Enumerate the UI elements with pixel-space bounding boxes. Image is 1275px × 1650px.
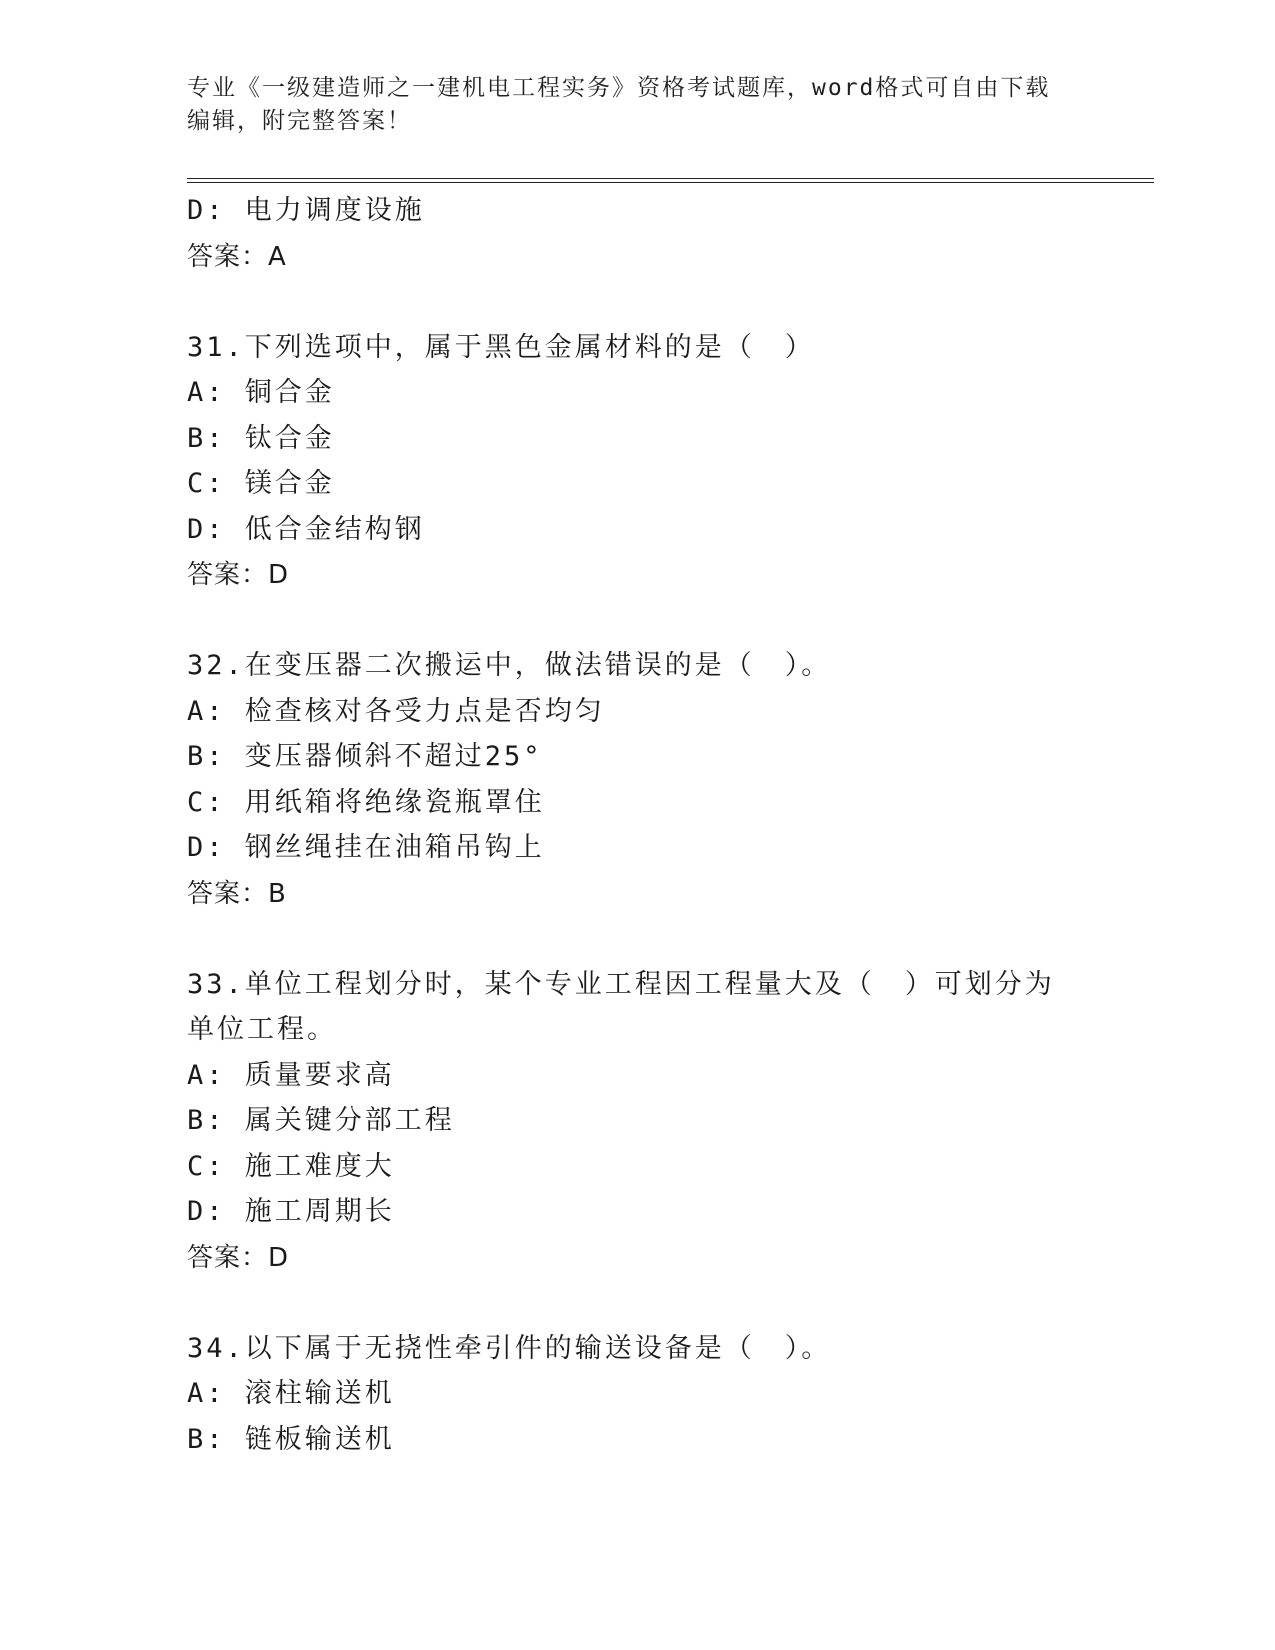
question-stem: 33.单位工程划分时，某个专业工程因工程量大及（ ）可划分为单位工程。 xyxy=(187,968,1055,1045)
question-stem: 34.以下属于无挠性牵引件的输送设备是（ ）。 xyxy=(187,1332,832,1364)
option-a: A: 检查核对各受力点是否均匀 xyxy=(187,695,605,727)
option-d: D: 施工周期长 xyxy=(187,1196,395,1227)
answer: 答案：B xyxy=(187,878,287,909)
question-34 xyxy=(187,1326,1087,1463)
previous-answer: 答案：A xyxy=(187,241,287,272)
option-c: C: 用纸箱将绝缘瓷瓶罩住 xyxy=(187,786,545,818)
option-b: B: 变压器倾斜不超过25° xyxy=(187,741,543,772)
option-a: A: 铜合金 xyxy=(187,377,335,408)
option-c: C: 施工难度大 xyxy=(187,1150,395,1182)
question-stem: 31.下列选项中，属于黑色金属材料的是（ ） xyxy=(187,331,815,363)
option-d: D: 钢丝绳挂在油箱吊钩上 xyxy=(187,832,545,863)
header-divider xyxy=(187,178,1154,183)
previous-option-d: D: 电力调度设施 xyxy=(187,195,425,226)
option-a: A: 滚柱输送机 xyxy=(187,1378,395,1409)
answer: 答案：D xyxy=(187,560,290,590)
option-a: A: 质量要求高 xyxy=(187,1059,395,1091)
question-stem: 32.在变压器二次搬运中，做法错误的是（ ）。 xyxy=(187,650,832,681)
question-32 xyxy=(187,643,1087,917)
option-b: B: 属关键分部工程 xyxy=(187,1105,455,1136)
answer: 答案：D xyxy=(187,1242,290,1273)
document-header: 专业《一级建造师之一建机电工程实务》资格考试题库，word格式可自由下载编辑，附完整答案！ xyxy=(187,75,1051,134)
option-c: C: 镁合金 xyxy=(187,468,335,499)
question-31 xyxy=(187,325,1087,599)
option-b: B: 链板输送机 xyxy=(187,1423,395,1455)
question-content xyxy=(187,188,1087,1462)
option-b: B: 钛合金 xyxy=(187,422,335,454)
option-d: D: 低合金结构钢 xyxy=(187,513,425,545)
question-33 xyxy=(187,962,1087,1281)
